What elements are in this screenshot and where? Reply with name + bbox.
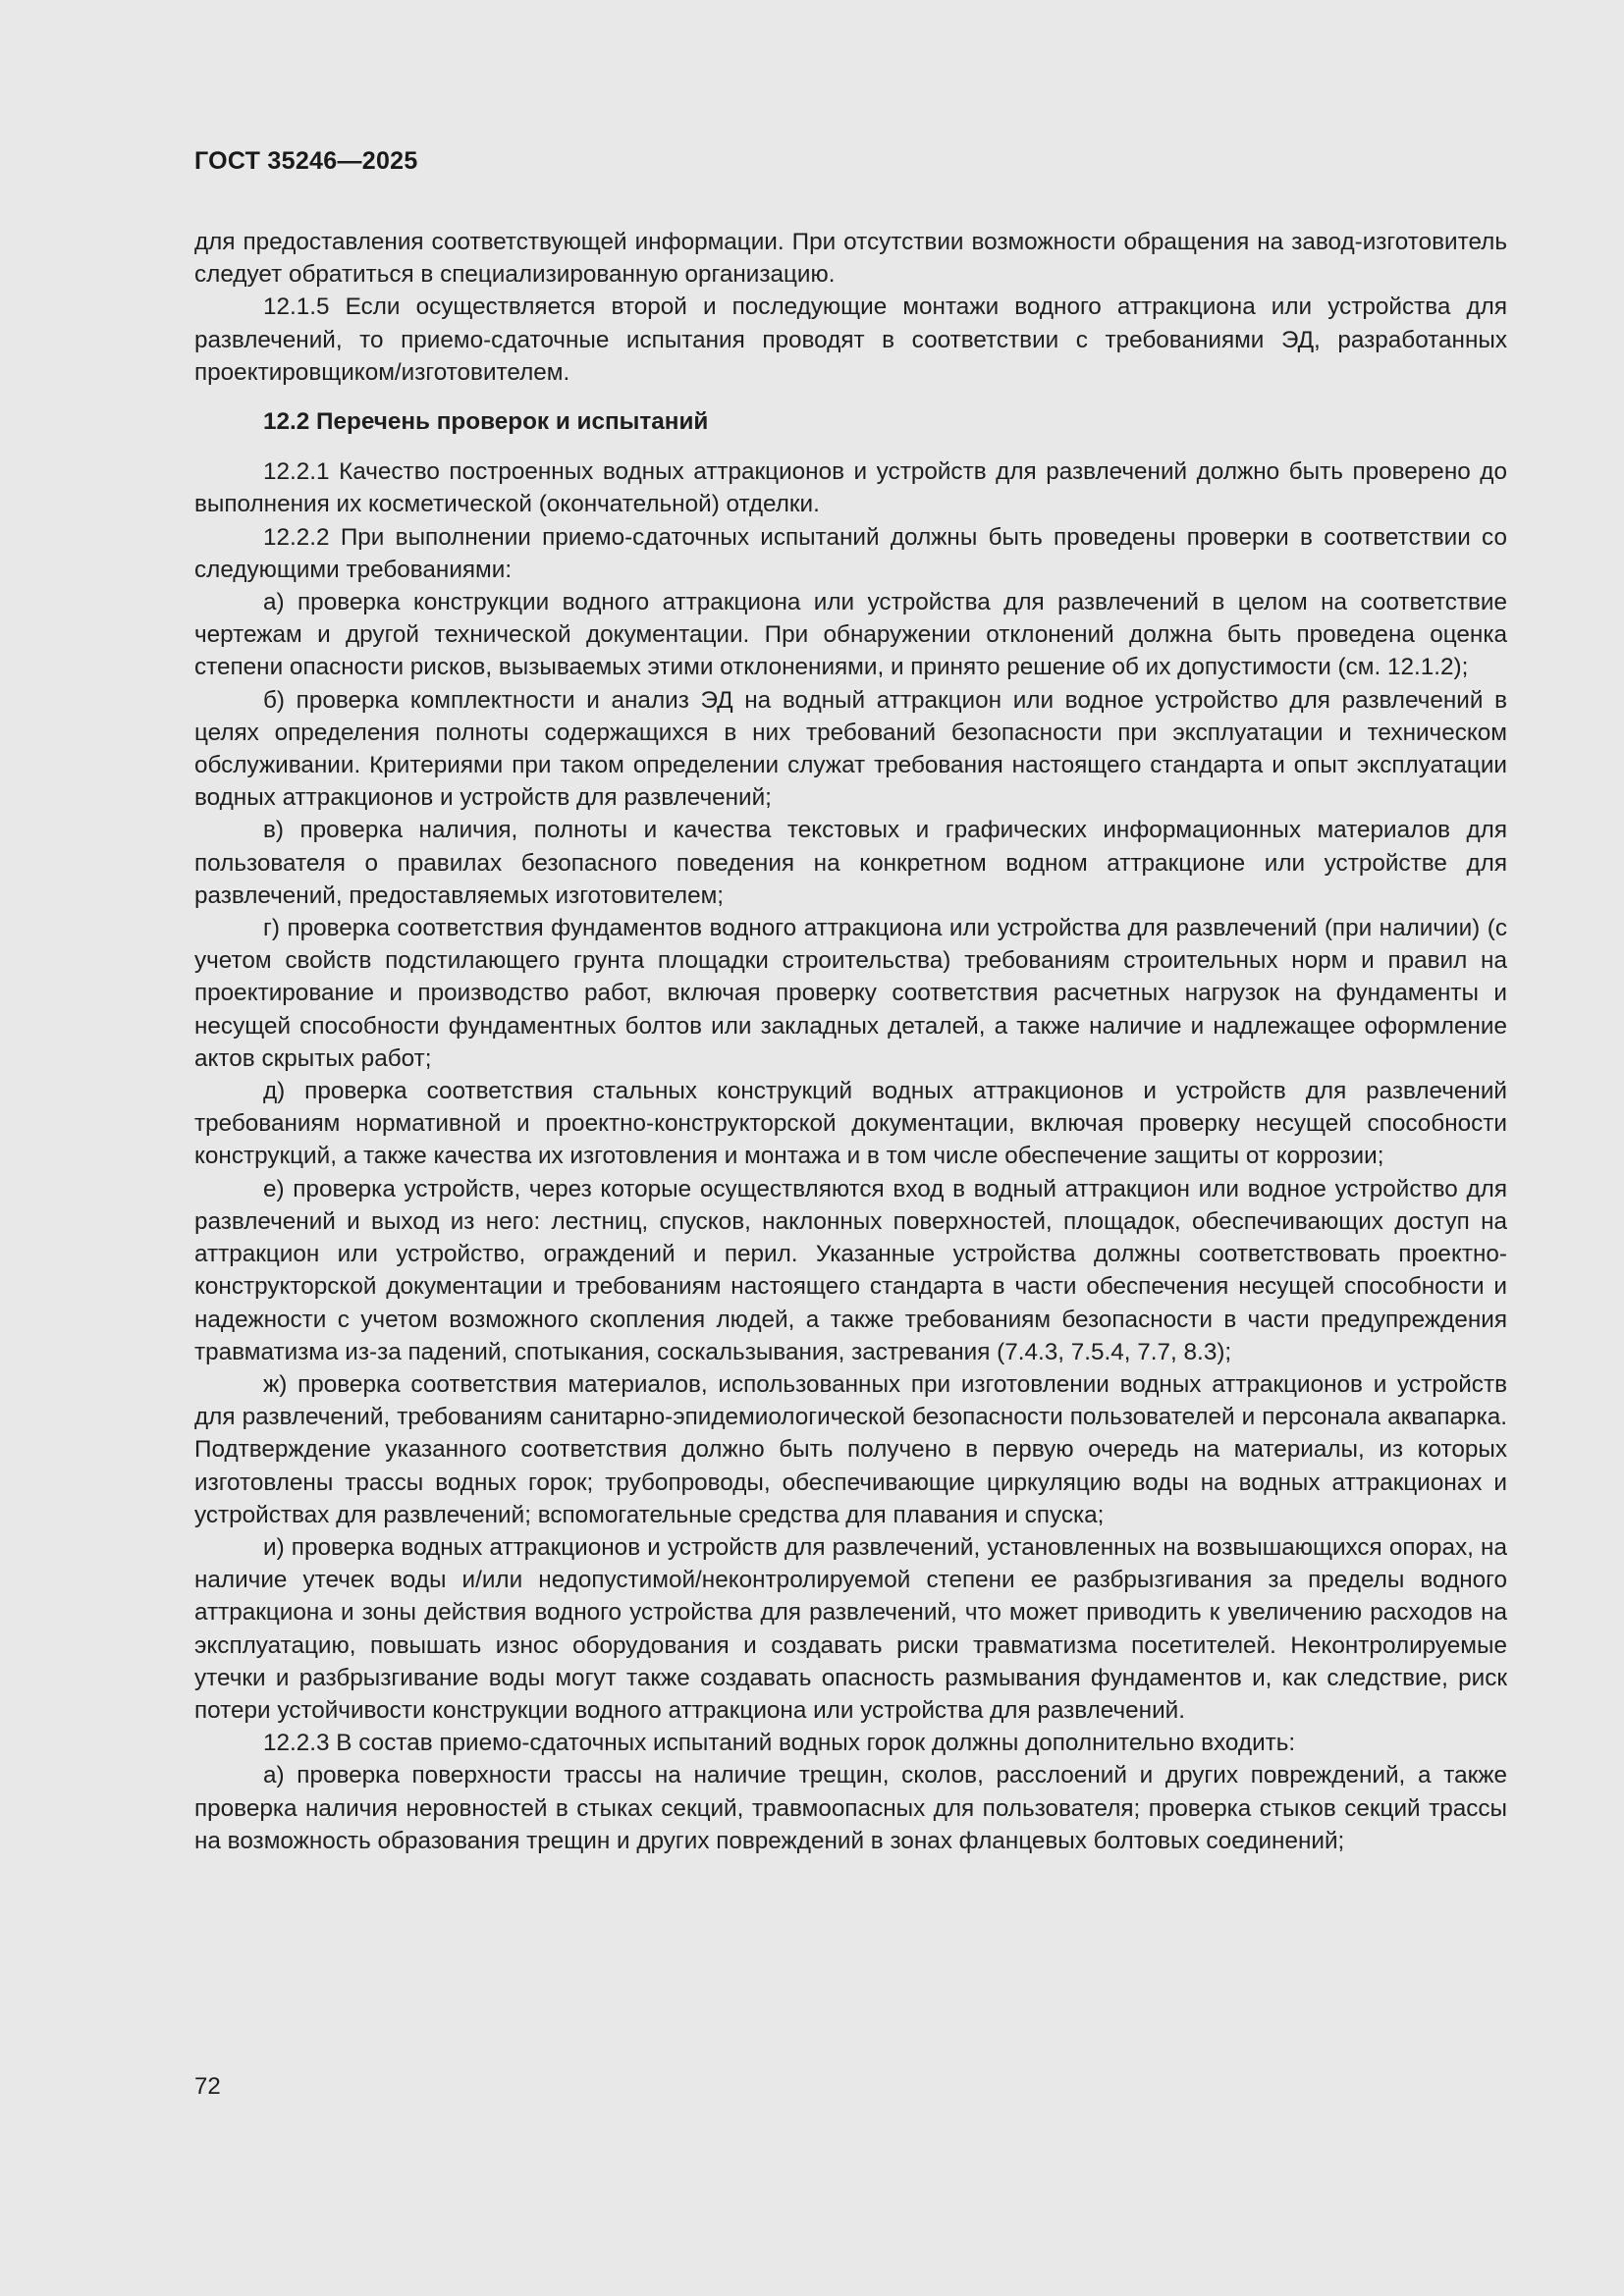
list-item-g: г) проверка соответствия фундаментов водного аттракциона или устройства для развлечений (при наличии) (с учетом свойств подстилающего грунта площадки строительства) требованиям строительных норм и правил на проектирование и производство работ, включая проверку соответствия расчетных нагрузок на фундаменты и несущей способности фундаментных болтов или закладных деталей, а также наличие и надлежащее оформление актов скрытых работ; [194, 915, 1507, 1072]
paragraph-12-2-3: 12.2.3 В состав приемо-сдаточных испытаний водных горок должны дополнительно входить: [263, 1730, 1296, 1757]
paragraph-12-1-5: 12.1.5 Если осуществляется второй и последующие монтажи водного аттракциона или устройства для развлечений, то приемо-сдаточные испытания проводят в соответствии с требованиями ЭД, разработанных проектировщиком/изготовителем. [194, 294, 1507, 386]
document-code-header: ГОСТ 35246—2025 [194, 147, 418, 175]
paragraph-12-2-1: 12.2.1 Качество построенных водных аттракционов и устройств для развлечений должно быть проверено до выполнения их косметической (окончательной) отделки. [194, 458, 1507, 518]
list-item-e: е) проверка устройств, через которые осуществляются вход в водный аттракцион или водное устройство для развлечений и выход из него: лестниц, спусков, наклонных поверхностей, площадок, обеспечивающих доступ на аттракцион или устройство, ограждений и перил. Указанные устройства должны соответствовать проектно-конструкторской документации и требованиям настоящего стандарта в части обеспечения несущей способности и надежности с учетом возможного скопления людей, а также требованиям безопасности в части предупреждения травматизма из-за падений, спотыкания, соскальзывания, застревания (7.4.3, 7.5.4, 7.7, 8.3); [194, 1175, 1507, 1365]
list-item-a: а) проверка конструкции водного аттракциона или устройства для развлечений в целом на соответствие чертежам и другой технической документации. При обнаружении отклонений должна быть проведена оценка степени опасности рисков, вызываемых этими отклонениями, и принято решение об их допустимости (см. 12.1.2); [194, 589, 1507, 681]
document-body [194, 226, 1507, 1857]
paragraph-12-2-2: 12.2.2 При выполнении приемо-сдаточных испытаний должны быть проведены проверки в соответствии со следующими требованиями: [194, 523, 1507, 583]
paragraph-continuation: для предоставления соответствующей информации. При отсутствии возможности обращения на завод-изготовитель следует обратиться в специализированную организацию. [194, 229, 1507, 289]
list-item-d: д) проверка соответствия стальных конструкций водных аттракционов и устройств для развлечений требованиям нормативной и проектно-конструкторской документации, включая проверку несущей способности конструкций, а также качества их изготовления и монтажа и в том числе обеспечение защиты от коррозии; [194, 1078, 1507, 1170]
list-item-i: и) проверка водных аттракционов и устройств для развлечений, установленных на возвышающихся опорах, на наличие утечек воды и/или недопустимой/неконтролируемой степени ее разбрызгивания за пределы водного аттракциона и зоны действия водного устройства для развлечений, что может приводить к увеличению расходов на эксплуатацию, повышать износ оборудования и создавать риски травматизма посетителей. Неконтролируемые утечки и разбрызгивание воды могут также создавать опасность размывания фундаментов и, как следствие, риск потери устойчивости конструкции водного аттракциона или устройства для развлечений. [194, 1533, 1507, 1724]
list-item-a-2: а) проверка поверхности трассы на наличие трещин, сколов, расслоений и других повреждений, а также проверка наличия неровностей в стыках секций, травмоопасных для пользователя; проверка стыков секций трассы на возможность образования трещин и других повреждений в зонах фланцевых болтовых соединений; [194, 1762, 1507, 1854]
section-heading-12-2: 12.2 Перечень проверок и испытаний [263, 408, 709, 436]
page-number: 72 [194, 2073, 221, 2100]
list-item-b: б) проверка комплектности и анализ ЭД на водный аттракцион или водное устройство для развлечений в целях определения полноты содержащихся в них требований безопасности при эксплуатации и техническом обслуживании. Критериями при таком определении служат требования настоящего стандарта и опыт эксплуатации водных аттракционов и устройств для развлечений; [194, 686, 1507, 812]
list-item-zh: ж) проверка соответствия материалов, использованных при изготовлении водных аттракционов и устройств для развлечений, требованиям санитарно-эпидемиологической безопасности пользователей и персонала аквапарка. Подтверждение указанного соответствия должно быть получено в первую очередь на материалы, из которых изготовлены трассы водных горок; трубопроводы, обеспечивающие циркуляцию воды на водных аттракционах и устройствах для развлечений; вспомогательные средства для плавания и спуска; [194, 1370, 1507, 1528]
list-item-v: в) проверка наличия, полноты и качества текстовых и графических информационных материалов для пользователя о правилах безопасного поведения на конкретном водном аттракционе или устройстве для развлечений, предоставляемых изготовителем; [194, 817, 1507, 909]
